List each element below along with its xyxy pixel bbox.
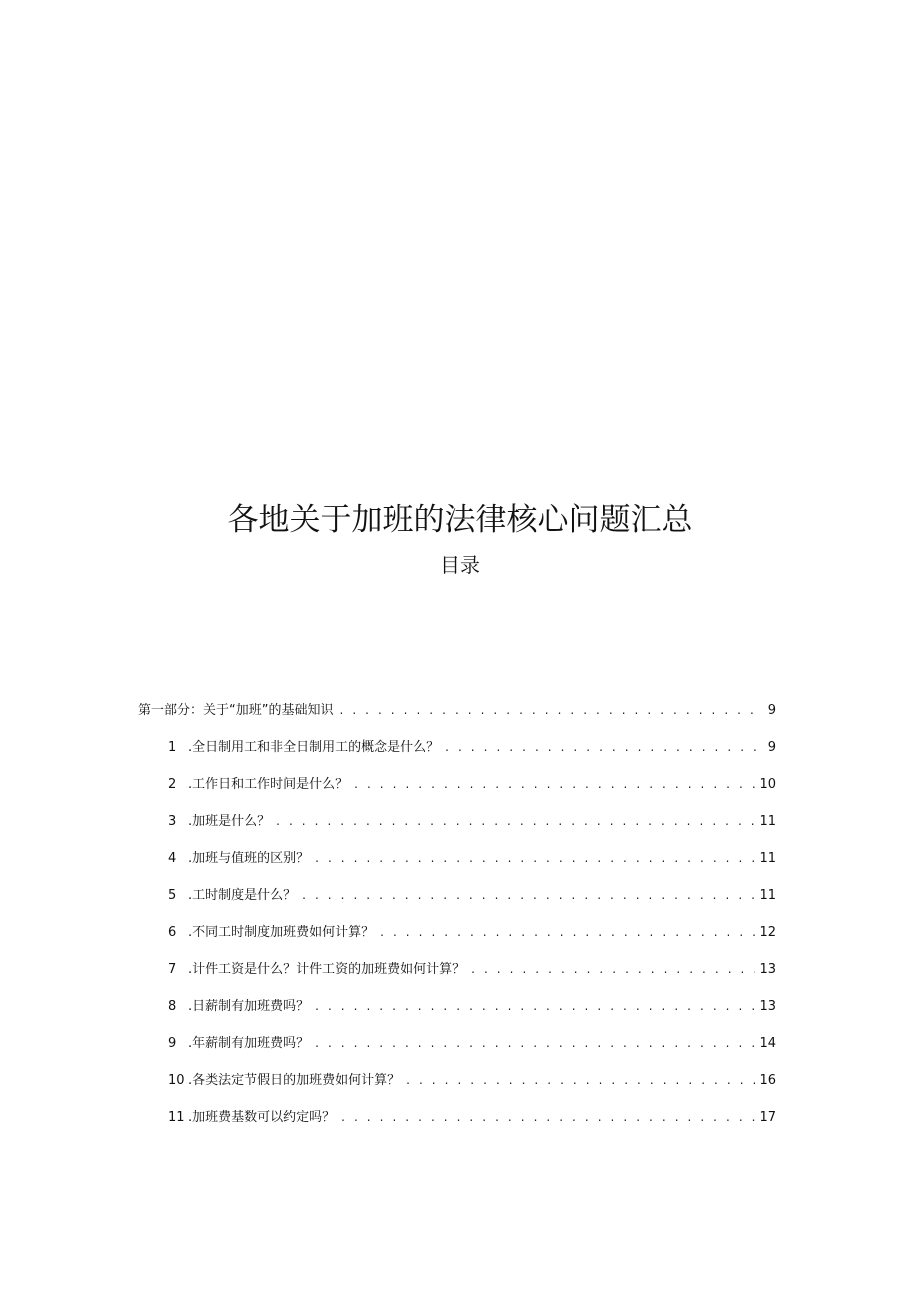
toc-item-label: .日薪制有加班费吗？ xyxy=(188,999,310,1014)
toc-item-number: 7 xyxy=(168,962,177,977)
document-title: 各地关于加班的法律核心问题汇总 xyxy=(227,502,693,538)
toc-page-number: 12 xyxy=(759,925,776,940)
toc-item[interactable] xyxy=(168,1105,776,1129)
toc-item-label: .年薪制有加班费吗？ xyxy=(188,1036,310,1051)
toc-leader-dots xyxy=(315,1031,755,1055)
toc-page-number: 10 xyxy=(759,777,776,792)
toc-item-label: .加班与值班的区别？ xyxy=(188,851,310,866)
toc-leader-dots xyxy=(315,994,755,1018)
toc-item-label: .全日制用工和非全日制用工的概念是什么？ xyxy=(188,740,440,755)
toc-page-number: 16 xyxy=(759,1073,776,1088)
toc-part-entry[interactable] xyxy=(138,698,776,722)
toc-item[interactable] xyxy=(168,772,776,796)
toc-item-number: 4 xyxy=(168,851,177,866)
toc-item-number: 1 xyxy=(168,740,177,755)
toc-heading: 目录 xyxy=(440,553,480,577)
toc-item[interactable] xyxy=(168,920,776,944)
toc-item[interactable] xyxy=(168,994,776,1018)
toc-leader-dots xyxy=(315,846,755,870)
toc-item-label: .加班费基数可以约定吗？ xyxy=(188,1110,336,1125)
toc-leader-dots xyxy=(354,772,755,796)
toc-page-number: 13 xyxy=(759,999,776,1014)
toc-item-label: .不同工时制度加班费如何计算？ xyxy=(188,925,375,940)
toc-item-label: .各类法定节假日的加班费如何计算？ xyxy=(188,1073,401,1088)
toc-item-number: 11 xyxy=(168,1110,185,1125)
toc-item-number: 9 xyxy=(168,1036,177,1051)
toc-item-number: 5 xyxy=(168,888,177,903)
toc-item[interactable] xyxy=(168,846,776,870)
toc-leader-dots xyxy=(276,809,755,833)
toc-item[interactable] xyxy=(168,1031,776,1055)
toc-page-number: 9 xyxy=(767,740,776,755)
toc-leader-dots xyxy=(406,1068,755,1092)
toc-leader-dots xyxy=(341,1105,755,1129)
toc-item-label: .计件工资是什么？计件工资的加班费如何计算？ xyxy=(188,962,466,977)
toc-page-number: 11 xyxy=(759,814,776,829)
toc-item-number: 2 xyxy=(168,777,177,792)
toc-item-label: .加班是什么？ xyxy=(188,814,271,829)
toc-leader-dots xyxy=(339,698,763,722)
toc-leader-dots xyxy=(380,920,755,944)
toc-item[interactable] xyxy=(168,809,776,833)
toc-item-number: 6 xyxy=(168,925,177,940)
toc-page-number: 11 xyxy=(759,851,776,866)
toc-item-label: .工时制度是什么？ xyxy=(188,888,297,903)
toc-page-number: 13 xyxy=(759,962,776,977)
toc-item[interactable] xyxy=(168,735,776,759)
toc-page-number: 17 xyxy=(759,1110,776,1125)
toc-leader-dots xyxy=(302,883,755,907)
toc-page-number: 14 xyxy=(759,1036,776,1051)
toc-item[interactable] xyxy=(168,1068,776,1092)
toc-leader-dots xyxy=(471,957,755,981)
toc-page-number: 11 xyxy=(759,888,776,903)
toc-page-number: 9 xyxy=(767,703,776,718)
toc-part-label: 第一部分：关于“加班”的基础知识 xyxy=(138,703,334,718)
toc-item[interactable] xyxy=(168,883,776,907)
toc-item-number: 8 xyxy=(168,999,177,1014)
toc-item[interactable] xyxy=(168,957,776,981)
toc-item-label: .工作日和工作时间是什么？ xyxy=(188,777,349,792)
toc-item-number: 3 xyxy=(168,814,177,829)
toc-leader-dots xyxy=(445,735,764,759)
toc-item-number: 10 xyxy=(168,1073,185,1088)
